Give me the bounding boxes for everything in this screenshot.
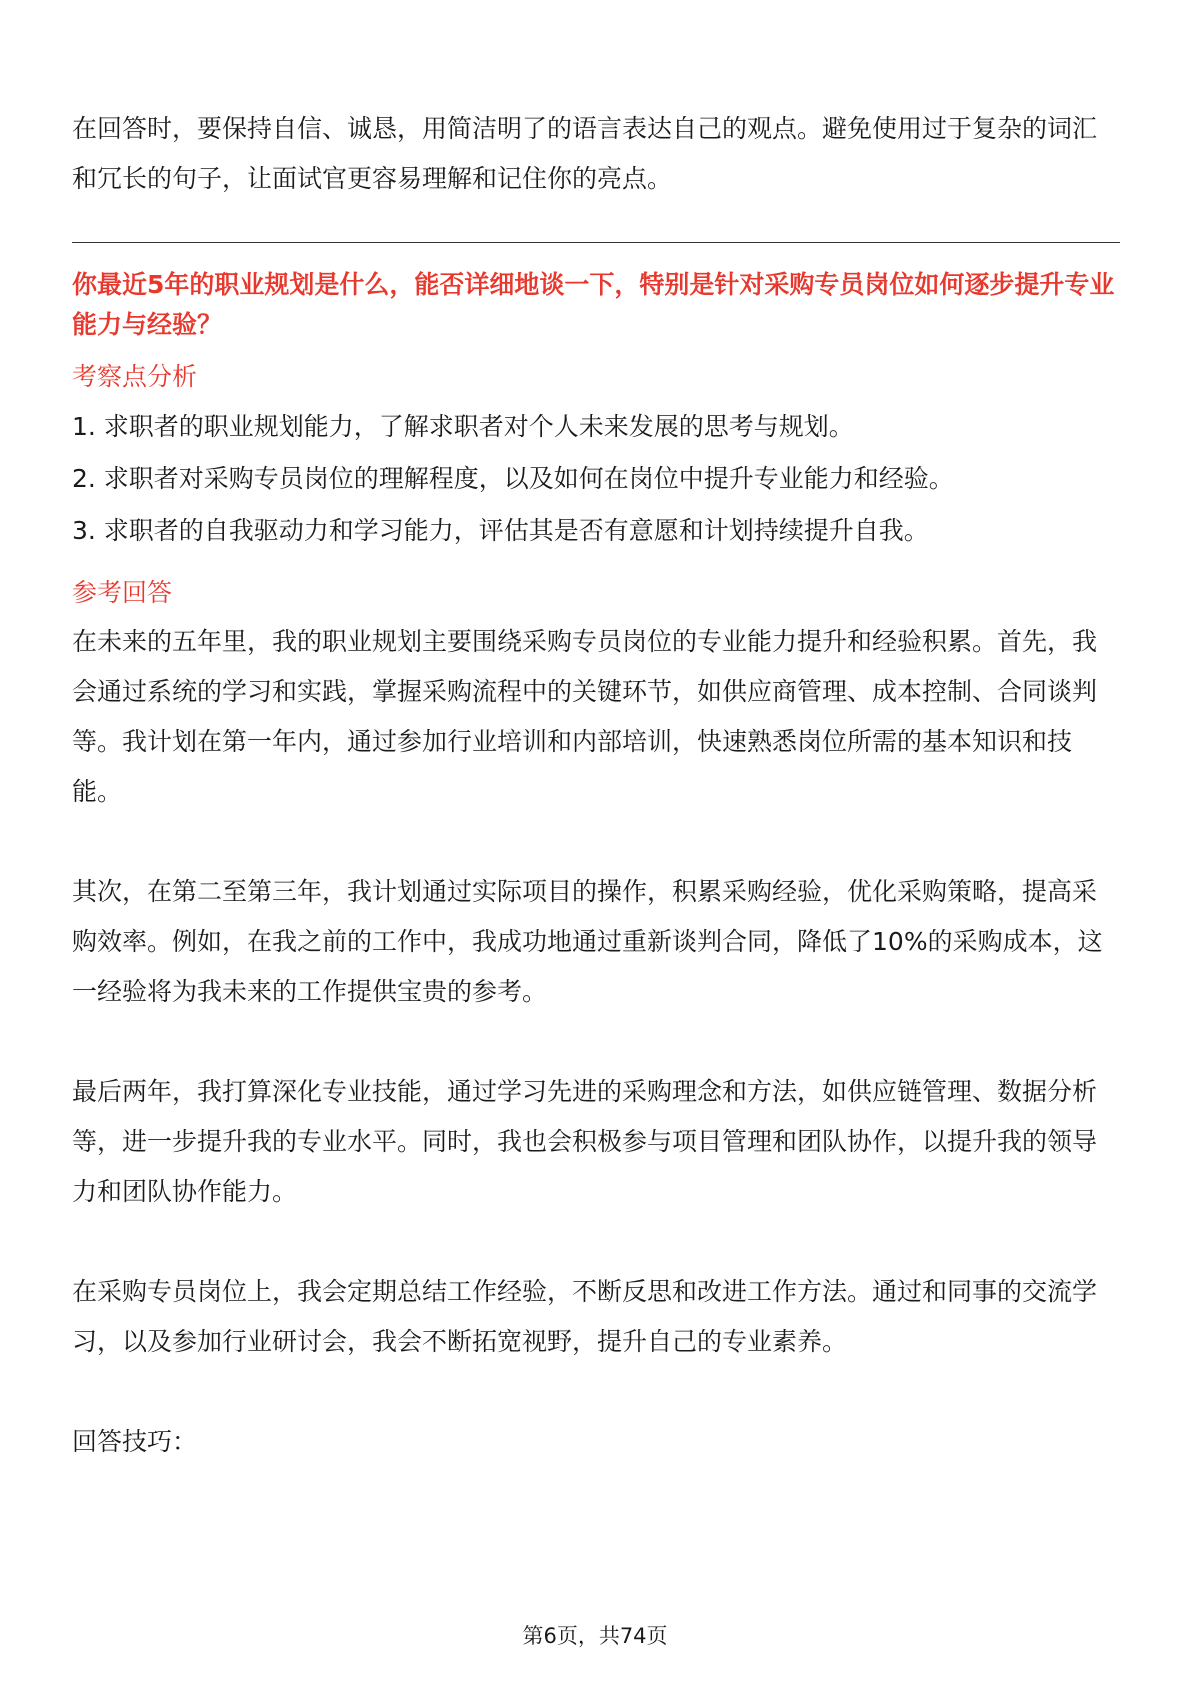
answer-paragraph: 最后两年，我打算深化专业技能，通过学习先进的采购理念和方法，如供应链管理、数据分析等，进一步提升我的专业水平。同时，我也会积极参与项目管理和团队协作，以提升我的领导力和团队协作能力。	[72, 1077, 1098, 1206]
tips-label: 回答技巧：	[72, 1427, 198, 1456]
page-footer: 第6页，共74页	[522, 1624, 668, 1648]
list-item: 2. 求职者对采购专员岗位的理解程度，以及如何在岗位中提升专业能力和经验。	[72, 464, 954, 493]
answer-title: 参考回答	[72, 578, 173, 607]
analysis-list	[72, 401, 1120, 557]
answer-paragraph: 在采购专员岗位上，我会定期总结工作经验，不断反思和改进工作方法。通过和同事的交流学习，以及参加行业研讨会，我会不断拓宽视野，提升自己的专业素养。	[72, 1277, 1098, 1356]
question-heading: 你最近5年的职业规划是什么，能否详细地谈一下，特别是针对采购专员岗位如何逐步提升专业能力与经验？	[72, 270, 1115, 339]
page-content	[72, 104, 1120, 1467]
list-item: 1. 求职者的职业规划能力，了解求职者对个人未来发展的思考与规划。	[72, 412, 854, 441]
divider	[72, 242, 1120, 243]
list-item: 3. 求职者的自我驱动力和学习能力，评估其是否有意愿和计划持续提升自我。	[72, 516, 929, 545]
intro-paragraph: 在回答时，要保持自信、诚恳，用简洁明了的语言表达自己的观点。避免使用过于复杂的词汇和冗长的句子，让面试官更容易理解和记住你的亮点。	[72, 114, 1098, 193]
analysis-title: 考察点分析	[72, 362, 198, 391]
answer-paragraph: 其次，在第二至第三年，我计划通过实际项目的操作，积累采购经验，优化采购策略，提高采购效率。例如，在我之前的工作中，我成功地通过重新谈判合同，降低了10%的采购成本，这一经验将为我未来的工作提供宝贵的参考。	[72, 877, 1103, 1006]
answer-paragraph: 在未来的五年里，我的职业规划主要围绕采购专员岗位的专业能力提升和经验积累。首先，我会通过系统的学习和实践，掌握采购流程中的关键环节，如供应商管理、成本控制、合同谈判等。我计划在第一年内，通过参加行业培训和内部培训，快速熟悉岗位所需的基本知识和技能。	[72, 627, 1098, 806]
